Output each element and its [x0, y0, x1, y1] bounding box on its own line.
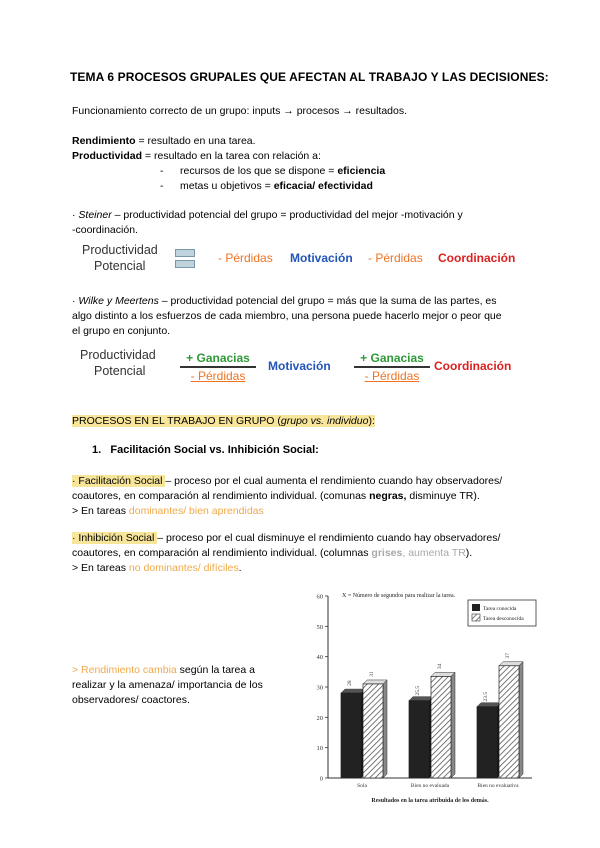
y-tick-label: 10	[316, 745, 323, 753]
inhibicion-paragraph	[72, 531, 542, 576]
bullet-dash: -	[160, 180, 164, 192]
bar-value-label: 34	[437, 663, 443, 670]
rendimiento-line: realizar y la amenaza/ importancia de los	[72, 679, 263, 691]
facilitacion-line: > En tareas	[72, 505, 129, 517]
chart-title: X = Número de segundos para realizar la tarea.	[342, 593, 456, 599]
facilitacion-paragraph	[72, 474, 542, 519]
bar-hatched	[363, 684, 383, 778]
bar-side	[519, 662, 523, 778]
formula1-perdidas: - Pérdidas	[218, 251, 273, 265]
rendimiento-line: según la tarea a	[176, 664, 255, 676]
inhibicion-term: · Inhibición Social	[72, 532, 158, 544]
formula2-fraction1	[180, 351, 256, 383]
bar-dark	[477, 707, 497, 778]
y-tick-label: 60	[316, 593, 323, 601]
rendimiento-cambia-text: > Rendimiento cambia	[72, 664, 177, 676]
heading-number: 1.	[92, 444, 102, 456]
bar-value-label: 25.5	[415, 685, 421, 696]
aumenta-text: , aumenta TR	[402, 547, 466, 559]
x-tick-label: Bien no evaluativa	[477, 783, 519, 789]
bar-value-label: 31	[369, 671, 375, 677]
intro-text: Funcionamiento correcto de un grupo: inputs → procesos → resultados.	[72, 105, 408, 117]
facilitacion-line: – proceso por el cual aumenta el rendimiento cuando hay observadores/	[165, 475, 503, 487]
y-tick-label: 30	[316, 684, 323, 692]
productividad-term: Productividad	[72, 150, 143, 162]
author-name: Steiner	[78, 209, 112, 221]
formula1-coordinacion: Coordinación	[438, 251, 516, 265]
perdidas-text: - Pérdidas	[364, 368, 420, 383]
formula2-fraction2	[354, 351, 430, 383]
bar-dark	[341, 693, 361, 778]
legend-label: Tarea desconocida	[483, 616, 524, 622]
formula1-motivacion: Motivación	[290, 251, 353, 265]
bar-value-label: 23.5	[483, 691, 489, 702]
inhibicion-line: .	[238, 562, 242, 574]
label-productividad: Productividad	[80, 348, 156, 362]
facilitacion-line: coautores, en comparación al rendimiento individual. (comunas	[72, 490, 370, 502]
wilke-line: algo distinto a los esfuerzos de cada miembro, una persona puede hacerlo mejor o peor que	[72, 310, 502, 322]
y-tick-label: 0	[319, 775, 323, 783]
formula2-motivacion: Motivación	[268, 359, 331, 373]
legend-box	[468, 600, 536, 626]
no-dominantes-text: no dominantes/ difíciles	[128, 562, 239, 574]
x-tick-label: Sola	[357, 783, 367, 789]
inhibicion-line: coautores, en comparación al rendimiento individual. (columnas	[72, 547, 372, 559]
x-axis-label: Resultados en la tarea atribuida de los demás.	[371, 798, 489, 804]
rendimiento-line: observadores/ coactores.	[72, 694, 190, 706]
rendimiento-cambia-paragraph	[72, 663, 292, 708]
ganancias-text: + Ganacias	[360, 351, 424, 365]
bar-side	[383, 680, 387, 778]
bar-hatched	[431, 676, 451, 778]
ganancias-text: + Ganacias	[186, 351, 250, 365]
bullet-dot: ·	[72, 209, 79, 221]
bullet-dash: -	[160, 165, 164, 177]
bullet-item	[160, 179, 373, 193]
bullet-text: recursos de los que se dispone =	[180, 165, 338, 177]
bullet-item	[160, 164, 385, 178]
bar-hatched	[499, 666, 519, 778]
legend-label: Tarea conocida	[483, 606, 517, 612]
negras-text: negras,	[369, 490, 407, 502]
dominantes-text: dominantes/ bien aprendidas	[128, 505, 264, 517]
y-tick-label: 40	[316, 654, 323, 662]
equals-icon	[175, 249, 195, 269]
legend-swatch-hatch	[472, 614, 480, 621]
legend-swatch-dark	[472, 604, 480, 611]
bullet-bold: eficacia/ efectividad	[273, 180, 373, 192]
page-title: TEMA 6 PROCESOS GRUPALES QUE AFECTAN AL TRABAJO Y LAS DECISIONES:	[70, 70, 549, 84]
bar-side	[451, 672, 455, 778]
formula1-perdidas2: - Pérdidas	[368, 251, 423, 265]
rendimiento-term: Rendimiento	[72, 135, 136, 147]
section-pre: PROCESOS EN EL TRABAJO EN GRUPO (	[72, 415, 281, 427]
wilke-line: el grupo en conjunto.	[72, 325, 171, 337]
formula2-coordinacion: Coordinación	[434, 359, 512, 373]
steiner-line: – productividad potencial del grupo = productividad del mejor -motivación y	[111, 209, 463, 221]
section-italic: grupo vs. individuo	[280, 415, 369, 427]
bar-chart	[312, 586, 544, 808]
bar-dark	[409, 701, 429, 778]
formula2-label	[80, 347, 156, 379]
y-tick-label: 50	[316, 623, 323, 631]
bullet-text: metas u objetivos =	[180, 180, 274, 192]
heading-1	[92, 444, 319, 456]
bullet-dot: ·	[72, 295, 79, 307]
label-potencial: Potencial	[94, 259, 146, 273]
inhibicion-line: – proceso por el cual disminuye el rendimiento cuando hay observadores/	[157, 532, 501, 544]
inhibicion-line: ).	[465, 547, 473, 559]
perdidas-text: - Pérdidas	[190, 368, 246, 383]
steiner-line: -coordinación.	[72, 224, 138, 236]
steiner-paragraph	[72, 208, 532, 238]
inhibicion-line: > En tareas	[72, 562, 129, 574]
label-productividad: Productividad	[82, 243, 158, 257]
rendimiento-definition	[72, 134, 256, 149]
grises-text: grises	[371, 547, 403, 559]
facilitacion-line: disminuye TR).	[406, 490, 480, 502]
rendimiento-def: = resultado en una tarea.	[135, 135, 256, 147]
formula1-label	[82, 242, 158, 274]
y-tick-label: 20	[316, 714, 323, 722]
facilitacion-term: · Facilitación Social	[72, 475, 166, 487]
author-name: Wilke y Meertens	[78, 295, 159, 307]
bullet-bold: eficiencia	[337, 165, 386, 177]
wilke-paragraph	[72, 294, 542, 339]
x-tick-label: Bien no evaluada	[410, 783, 450, 789]
wilke-line: – productividad potencial del grupo = más que la suma de las partes, es	[158, 295, 497, 307]
productividad-definition	[72, 149, 321, 164]
bar-value-label: 37	[505, 653, 511, 659]
bar-value-label: 28	[347, 680, 353, 686]
heading-text: Facilitación Social vs. Inhibición Social:	[110, 444, 319, 456]
section-heading	[72, 414, 375, 429]
section-post: ):	[368, 415, 375, 427]
label-potencial: Potencial	[94, 364, 146, 378]
productividad-def: = resultado en la tarea con relación a:	[142, 150, 321, 162]
